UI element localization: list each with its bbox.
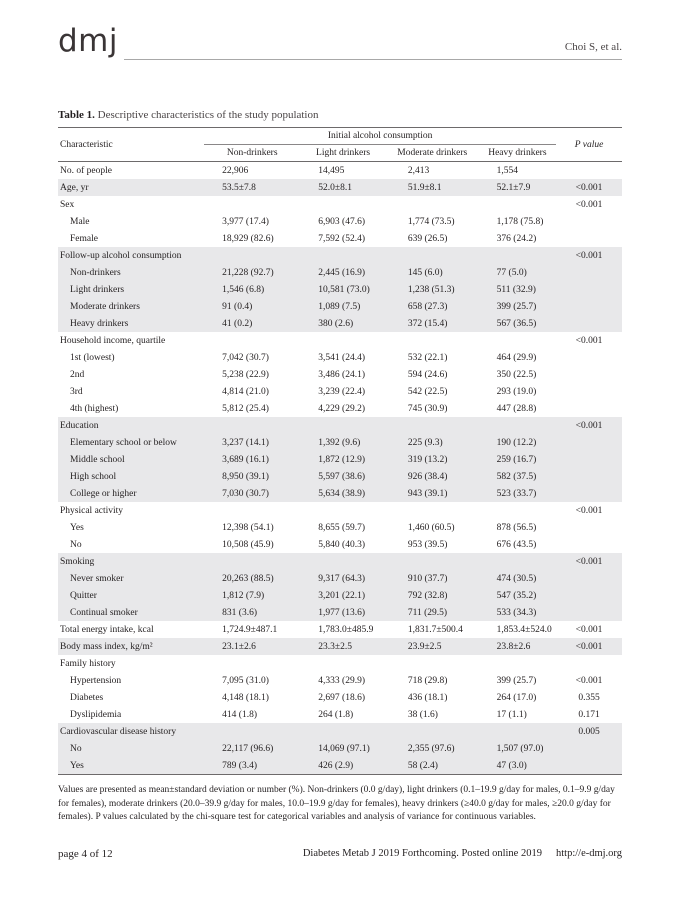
- cell-value: 711 (29.5): [386, 604, 479, 621]
- cell-pvalue: [556, 162, 622, 180]
- cell-value: 23.3±2.5: [300, 638, 386, 655]
- table-row: [58, 689, 622, 706]
- table-row: [58, 672, 622, 689]
- cell-value: 1,724.9±487.1: [222, 624, 278, 635]
- cell-value: 264 (17.0): [496, 692, 537, 703]
- cell-value: 639 (26.5): [407, 233, 448, 244]
- cell-value: [300, 247, 386, 264]
- cell-value: 38 (1.6): [407, 709, 438, 720]
- col-group-header: Initial alcohol consumption: [204, 128, 556, 145]
- row-label: Smoking: [58, 553, 204, 570]
- cell-value: [479, 502, 556, 519]
- cell-value: 1,872 (12.9): [300, 451, 386, 468]
- cell-value: [479, 247, 556, 264]
- cell-value: 5,634 (38.9): [300, 485, 386, 502]
- row-label: Male: [70, 216, 90, 227]
- cell-value: [386, 655, 479, 672]
- cell-value: [479, 655, 556, 672]
- col-header-light-drinkers: Light drinkers: [300, 145, 386, 162]
- cell-value: 1,831.7±500.4: [407, 624, 463, 635]
- cell-value: 426 (2.9): [300, 757, 386, 775]
- cell-value: 190 (12.2): [479, 434, 556, 451]
- cell-pvalue: [556, 213, 622, 230]
- cell-value: 542 (22.5): [407, 386, 448, 397]
- table-row: [58, 519, 622, 536]
- cell-value: 372 (15.4): [386, 315, 479, 332]
- cell-pvalue: <0.001: [556, 638, 622, 655]
- cell-value: 399 (25.7): [479, 298, 556, 315]
- table-row: [58, 502, 622, 519]
- cell-pvalue: <0.001: [556, 179, 622, 196]
- cell-value: 4,229 (29.2): [318, 403, 365, 414]
- cell-value: 259 (16.7): [479, 451, 556, 468]
- row-label: Heavy drinkers: [58, 315, 204, 332]
- cell-value: 293 (19.0): [496, 386, 537, 397]
- cell-value: [204, 502, 300, 519]
- cell-value: [479, 417, 556, 434]
- cell-value: [386, 332, 479, 349]
- characteristics-table: [58, 127, 622, 775]
- cell-value: 1,238 (51.3): [386, 281, 479, 298]
- row-label: College or higher: [58, 485, 204, 502]
- cell-value: 376 (24.2): [496, 233, 537, 244]
- table-row: [58, 213, 622, 230]
- cell-value: 10,508 (45.9): [222, 539, 274, 550]
- cell-value: 789 (3.4): [204, 757, 300, 775]
- cell-value: 676 (43.5): [496, 539, 537, 550]
- table-row: [58, 740, 622, 757]
- row-label: Elementary school or below: [58, 434, 204, 451]
- running-head: Choi S, et al.: [564, 41, 622, 53]
- row-label: Continual smoker: [58, 604, 204, 621]
- cell-value: 145 (6.0): [386, 264, 479, 281]
- cell-value: 7,592 (52.4): [318, 233, 365, 244]
- row-label: Yes: [70, 522, 84, 533]
- cell-value: 350 (22.5): [496, 369, 537, 380]
- cell-value: 53.5±7.8: [204, 179, 300, 196]
- table-row: [58, 315, 622, 332]
- cell-value: [386, 417, 479, 434]
- journal-logo: dmj: [58, 23, 118, 59]
- row-label: Middle school: [58, 451, 204, 468]
- cell-value: 22,906: [222, 165, 249, 176]
- cell-pvalue: [556, 315, 622, 332]
- cell-pvalue: [556, 451, 622, 468]
- cell-value: 5,597 (38.6): [300, 468, 386, 485]
- cell-value: 52.0±8.1: [300, 179, 386, 196]
- cell-value: 7,030 (30.7): [204, 485, 300, 502]
- cell-value: 878 (56.5): [496, 522, 537, 533]
- cell-value: 1,977 (13.6): [300, 604, 386, 621]
- cell-value: 17 (1.1): [496, 709, 527, 720]
- cell-pvalue: [556, 349, 622, 366]
- table-body: [58, 162, 622, 775]
- cell-value: [204, 196, 300, 213]
- cell-value: 5,840 (40.3): [318, 539, 365, 550]
- cell-pvalue: [556, 519, 622, 536]
- cell-value: [479, 196, 556, 213]
- cell-value: 91 (0.4): [204, 298, 300, 315]
- cell-value: 447 (28.8): [496, 403, 537, 414]
- cell-value: 380 (2.6): [300, 315, 386, 332]
- cell-pvalue: [556, 434, 622, 451]
- row-label: 2nd: [70, 369, 85, 380]
- cell-value: 1,783.0±485.9: [318, 624, 374, 635]
- cell-value: 511 (32.9): [479, 281, 556, 298]
- cell-value: 319 (13.2): [386, 451, 479, 468]
- table-caption-text: Descriptive characteristics of the study population: [97, 109, 319, 121]
- table-row: [58, 536, 622, 553]
- cell-value: [386, 247, 479, 264]
- cell-pvalue: [556, 604, 622, 621]
- cell-value: 2,355 (97.6): [386, 740, 479, 757]
- row-label: Diabetes: [70, 692, 104, 703]
- row-label: Hypertension: [70, 675, 122, 686]
- cell-value: [204, 332, 300, 349]
- table-row: [58, 162, 622, 180]
- col-header-heavy-drinkers: Heavy drinkers: [479, 145, 556, 162]
- cell-value: 10,581 (73.0): [300, 281, 386, 298]
- footer-info: [303, 848, 622, 859]
- cell-value: 47 (3.0): [479, 757, 556, 775]
- cell-value: 77 (5.0): [479, 264, 556, 281]
- cell-value: 264 (1.8): [318, 709, 354, 720]
- cell-value: 52.1±7.9: [479, 179, 556, 196]
- cell-value: 7,095 (31.0): [222, 675, 269, 686]
- cell-value: 926 (38.4): [386, 468, 479, 485]
- cell-value: 1,546 (6.8): [204, 281, 300, 298]
- cell-pvalue: [556, 383, 622, 400]
- cell-value: 58 (2.4): [386, 757, 479, 775]
- cell-pvalue: <0.001: [575, 335, 603, 346]
- table-row: [58, 638, 622, 655]
- table-row: [58, 468, 622, 485]
- cell-value: [204, 723, 300, 740]
- cell-value: 792 (32.8): [386, 587, 479, 604]
- cell-value: [386, 196, 479, 213]
- table-row: [58, 621, 622, 638]
- cell-value: 3,239 (22.4): [318, 386, 365, 397]
- cell-value: 22,117 (96.6): [204, 740, 300, 757]
- table-row: [58, 366, 622, 383]
- row-label: Yes: [58, 757, 204, 775]
- cell-value: 436 (18.1): [407, 692, 448, 703]
- table-row: [58, 451, 622, 468]
- cell-value: 23.8±2.6: [479, 638, 556, 655]
- cell-value: [386, 502, 479, 519]
- cell-pvalue: [556, 298, 622, 315]
- cell-value: [300, 332, 386, 349]
- cell-value: 3,977 (17.4): [222, 216, 269, 227]
- table-row: [58, 179, 622, 196]
- cell-value: 414 (1.8): [222, 709, 257, 720]
- cell-value: 3,201 (22.1): [300, 587, 386, 604]
- table-footnote: Values are presented as mean±standard deviation or number (%). Non-drinkers (0.0 g/day), light drinkers (0.1–19.9 g/day for males, 0.1–9.9 g/day for females), moderate drinkers (20.0–39.9 g/day for males, 10.0–19.9 g/day for females), heavy drinkers (≥40.0 g/day for males, ≥20.0 g/day for females). P values calculated by the chi-square test for categorical variables and analysis of variance for continuous variables.: [58, 785, 615, 822]
- table-row: [58, 298, 622, 315]
- table-row: [58, 723, 622, 740]
- cell-value: 21,228 (92.7): [204, 264, 300, 281]
- cell-value: 745 (30.9): [407, 403, 448, 414]
- cell-value: [300, 417, 386, 434]
- table-row: [58, 757, 622, 775]
- page-number: page 4 of 12: [58, 848, 113, 860]
- cell-value: 1,178 (75.8): [496, 216, 544, 227]
- table-row: [58, 400, 622, 417]
- cell-value: [204, 417, 300, 434]
- row-label: Follow-up alcohol consumption: [58, 247, 204, 264]
- cell-value: 658 (27.3): [386, 298, 479, 315]
- col-header-pvalue: P value: [556, 128, 622, 162]
- row-label: Household income, quartile: [60, 335, 166, 346]
- cell-value: 20,263 (88.5): [204, 570, 300, 587]
- cell-pvalue: <0.001: [556, 247, 622, 264]
- cell-pvalue: [556, 264, 622, 281]
- row-label: Female: [70, 233, 98, 244]
- table-caption-label: Table 1.: [58, 109, 95, 121]
- header-rule: [124, 59, 622, 60]
- cell-value: 1,507 (97.0): [479, 740, 556, 757]
- table-row: [58, 281, 622, 298]
- cell-value: 523 (33.7): [479, 485, 556, 502]
- cell-value: 3,689 (16.1): [204, 451, 300, 468]
- cell-value: 474 (30.5): [479, 570, 556, 587]
- cell-value: 2,445 (16.9): [300, 264, 386, 281]
- cell-value: 1,392 (9.6): [300, 434, 386, 451]
- cell-value: 582 (37.5): [479, 468, 556, 485]
- table-row: [58, 706, 622, 723]
- table-row: [58, 485, 622, 502]
- row-label: Dyslipidemia: [70, 709, 122, 720]
- row-label: Total energy intake, kcal: [60, 624, 154, 635]
- cell-pvalue: <0.001: [556, 417, 622, 434]
- cell-pvalue: <0.001: [575, 505, 603, 516]
- cell-value: 41 (0.2): [204, 315, 300, 332]
- table-row: [58, 587, 622, 604]
- cell-value: 1,460 (60.5): [407, 522, 455, 533]
- cell-value: [204, 247, 300, 264]
- table-row: [58, 553, 622, 570]
- cell-value: 1,774 (73.5): [407, 216, 455, 227]
- cell-value: 3,541 (24.4): [318, 352, 365, 363]
- cell-pvalue: [556, 468, 622, 485]
- journal-url: http://e-dmj.org: [555, 848, 622, 859]
- cell-value: 3,237 (14.1): [204, 434, 300, 451]
- row-label: Cardiovascular disease history: [58, 723, 204, 740]
- cell-value: 547 (35.2): [479, 587, 556, 604]
- cell-value: 464 (29.9): [496, 352, 537, 363]
- row-label: Sex: [60, 199, 75, 210]
- row-label: Physical activity: [60, 505, 124, 516]
- cell-value: [386, 553, 479, 570]
- cell-value: 5,238 (22.9): [222, 369, 269, 380]
- journal-citation: Diabetes Metab J 2019 Forthcoming. Posted online 2019: [302, 848, 542, 859]
- cell-pvalue: <0.001: [575, 199, 603, 210]
- cell-pvalue: [556, 587, 622, 604]
- table-row: [58, 264, 622, 281]
- row-label: Never smoker: [58, 570, 204, 587]
- cell-value: 594 (24.6): [407, 369, 448, 380]
- cell-pvalue: [556, 655, 622, 672]
- cell-value: 5,812 (25.4): [222, 403, 269, 414]
- cell-value: 910 (37.7): [386, 570, 479, 587]
- cell-pvalue: 0.171: [578, 709, 600, 720]
- cell-pvalue: [556, 570, 622, 587]
- table-row: [58, 434, 622, 451]
- row-label: 4th (highest): [70, 403, 119, 414]
- row-label: Quitter: [58, 587, 204, 604]
- row-label: Education: [58, 417, 204, 434]
- col-header-non-drinkers: Non-drinkers: [204, 145, 300, 162]
- cell-value: [300, 553, 386, 570]
- cell-value: 3,486 (24.1): [318, 369, 365, 380]
- cell-value: 953 (39.5): [407, 539, 448, 550]
- table-row: [58, 417, 622, 434]
- cell-value: 51.9±8.1: [386, 179, 479, 196]
- table-row: [58, 383, 622, 400]
- cell-value: 1,089 (7.5): [300, 298, 386, 315]
- table-row: [58, 604, 622, 621]
- cell-value: [479, 723, 556, 740]
- cell-pvalue: [556, 400, 622, 417]
- cell-value: 2,413: [407, 165, 430, 176]
- row-label: Light drinkers: [58, 281, 204, 298]
- table-row: [58, 332, 622, 349]
- table-caption: [58, 109, 319, 121]
- cell-pvalue: <0.001: [556, 553, 622, 570]
- table-row: [58, 655, 622, 672]
- cell-value: 718 (29.8): [407, 675, 448, 686]
- row-label: High school: [58, 468, 204, 485]
- table-row: [58, 196, 622, 213]
- cell-value: 23.1±2.6: [204, 638, 300, 655]
- row-label: Family history: [60, 658, 116, 669]
- cell-value: 12,398 (54.1): [222, 522, 274, 533]
- row-label: Age, yr: [58, 179, 204, 196]
- cell-value: [386, 723, 479, 740]
- cell-value: 14,495: [318, 165, 345, 176]
- cell-value: 831 (3.6): [204, 604, 300, 621]
- cell-value: [300, 502, 386, 519]
- cell-value: [479, 553, 556, 570]
- cell-value: 943 (39.1): [386, 485, 479, 502]
- cell-value: 533 (34.3): [479, 604, 556, 621]
- cell-value: 4,333 (29.9): [318, 675, 365, 686]
- cell-value: 8,655 (59.7): [318, 522, 365, 533]
- cell-value: 1,812 (7.9): [204, 587, 300, 604]
- table-row: [58, 349, 622, 366]
- cell-value: [204, 553, 300, 570]
- cell-value: 14,069 (97.1): [300, 740, 386, 757]
- row-label: Non-drinkers: [58, 264, 204, 281]
- row-label: Body mass index, kg/m²: [58, 638, 204, 655]
- cell-value: [300, 655, 386, 672]
- cell-value: [479, 332, 556, 349]
- cell-value: 399 (25.7): [496, 675, 537, 686]
- cell-value: 9,317 (64.3): [300, 570, 386, 587]
- cell-value: [300, 196, 386, 213]
- cell-pvalue: <0.001: [575, 624, 603, 635]
- row-label: 3rd: [70, 386, 83, 397]
- row-label: Moderate drinkers: [58, 298, 204, 315]
- cell-pvalue: [556, 281, 622, 298]
- cell-value: 225 (9.3): [386, 434, 479, 451]
- cell-value: 1,554: [496, 165, 519, 176]
- cell-pvalue: [556, 757, 622, 775]
- table-row: [58, 570, 622, 587]
- cell-pvalue: [556, 230, 622, 247]
- cell-value: [204, 655, 300, 672]
- cell-value: 1,853.4±524.0: [496, 624, 552, 635]
- row-label: No. of people: [60, 165, 112, 176]
- cell-pvalue: [556, 740, 622, 757]
- table-row: [58, 247, 622, 264]
- cell-pvalue: [556, 536, 622, 553]
- table-row: [58, 230, 622, 247]
- cell-value: [300, 723, 386, 740]
- row-label: No: [70, 539, 82, 550]
- row-label: 1st (lowest): [70, 352, 115, 363]
- cell-pvalue: <0.001: [575, 675, 603, 686]
- col-header-characteristic: Characteristic: [58, 128, 204, 162]
- cell-value: 4,814 (21.0): [222, 386, 269, 397]
- col-header-moderate-drinkers: Moderate drinkers: [386, 145, 479, 162]
- cell-value: 567 (36.5): [479, 315, 556, 332]
- cell-value: 7,042 (30.7): [222, 352, 269, 363]
- row-label: No: [58, 740, 204, 757]
- cell-pvalue: 0.355: [578, 692, 600, 703]
- cell-value: 23.9±2.5: [386, 638, 479, 655]
- cell-pvalue: 0.005: [556, 723, 622, 740]
- cell-value: 2,697 (18.6): [318, 692, 365, 703]
- cell-value: 18,929 (82.6): [222, 233, 274, 244]
- cell-value: 532 (22.1): [407, 352, 448, 363]
- cell-pvalue: [556, 366, 622, 383]
- cell-value: 8,950 (39.1): [204, 468, 300, 485]
- cell-pvalue: [556, 485, 622, 502]
- cell-value: 4,148 (18.1): [222, 692, 269, 703]
- cell-value: 6,903 (47.6): [318, 216, 365, 227]
